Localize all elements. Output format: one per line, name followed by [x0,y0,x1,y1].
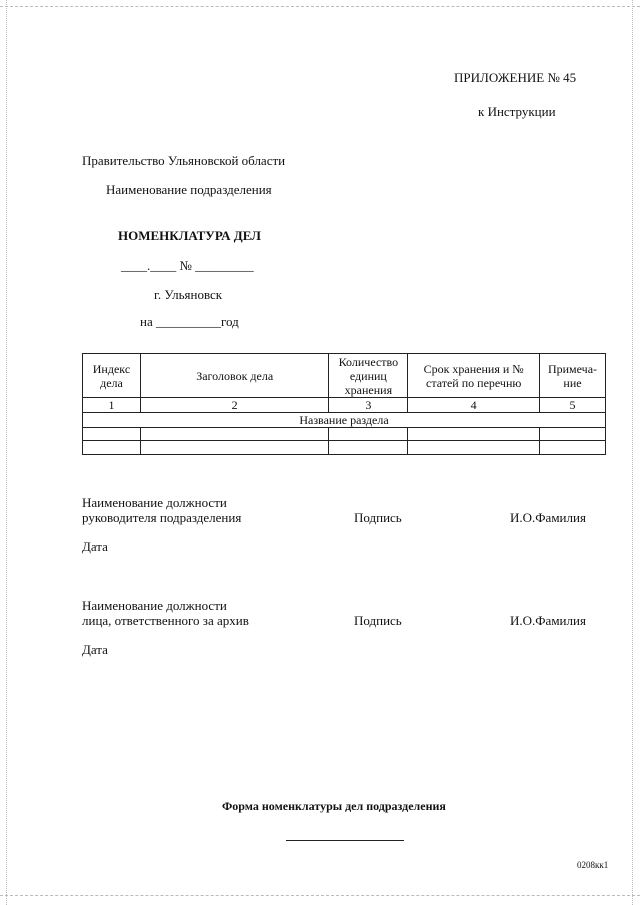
col-number-4: 4 [408,398,540,413]
table-section-row [83,413,606,428]
table-header-row [83,354,606,398]
header-count: Количество единиц хранения [329,354,408,398]
col-number-3: 3 [329,398,408,413]
org-name: Правительство Ульяновской области [82,153,286,168]
sign1-position-line2: руководителя подразделения [82,510,242,525]
table-row [83,441,606,455]
city: г. Ульяновск [154,287,223,302]
number-line: ____.____ № _________ [121,258,254,273]
form-code: 0208кк1 [577,860,609,870]
col-number-2: 2 [140,398,328,413]
year-line: на __________год [140,314,239,329]
sign2-position-line2: лица, ответственного за архив [82,613,249,628]
table-number-row [83,398,606,413]
caption-underline [286,840,404,841]
sign1-name: И.О.Фамилия [510,510,586,525]
section-name: Название раздела [83,413,606,428]
sign2-position-line1: Наименование должности [82,598,227,613]
sign1-signature: Подпись [354,510,402,525]
sign1-date: Дата [82,539,108,554]
division-name: Наименование подразделения [106,182,272,197]
page-edge-right [632,0,633,905]
header-index: Индекс дела [83,354,141,398]
col-number-5: 5 [540,398,606,413]
sign2-date: Дата [82,642,108,657]
sign2-signature: Подпись [354,613,402,628]
appendix-subtitle: к Инструкции [478,104,556,119]
table-row [83,428,606,441]
form-caption: Форма номенклатуры дел подразделения [222,799,446,813]
header-note: Примеча-ние [540,354,606,398]
header-storage: Срок хранения и № статей по перечню [408,354,540,398]
header-title: Заголовок дела [140,354,328,398]
doc-title: НОМЕНКЛАТУРА ДЕЛ [118,228,261,243]
appendix-title: ПРИЛОЖЕНИЕ № 45 [454,70,577,85]
page-edge-left [6,0,7,905]
sign2-name: И.О.Фамилия [510,613,586,628]
col-number-1: 1 [83,398,141,413]
page-edge-top [0,6,640,7]
sign1-position-line1: Наименование должности [82,495,227,510]
nomenclature-table [82,353,606,455]
page-edge-bottom [0,895,640,896]
